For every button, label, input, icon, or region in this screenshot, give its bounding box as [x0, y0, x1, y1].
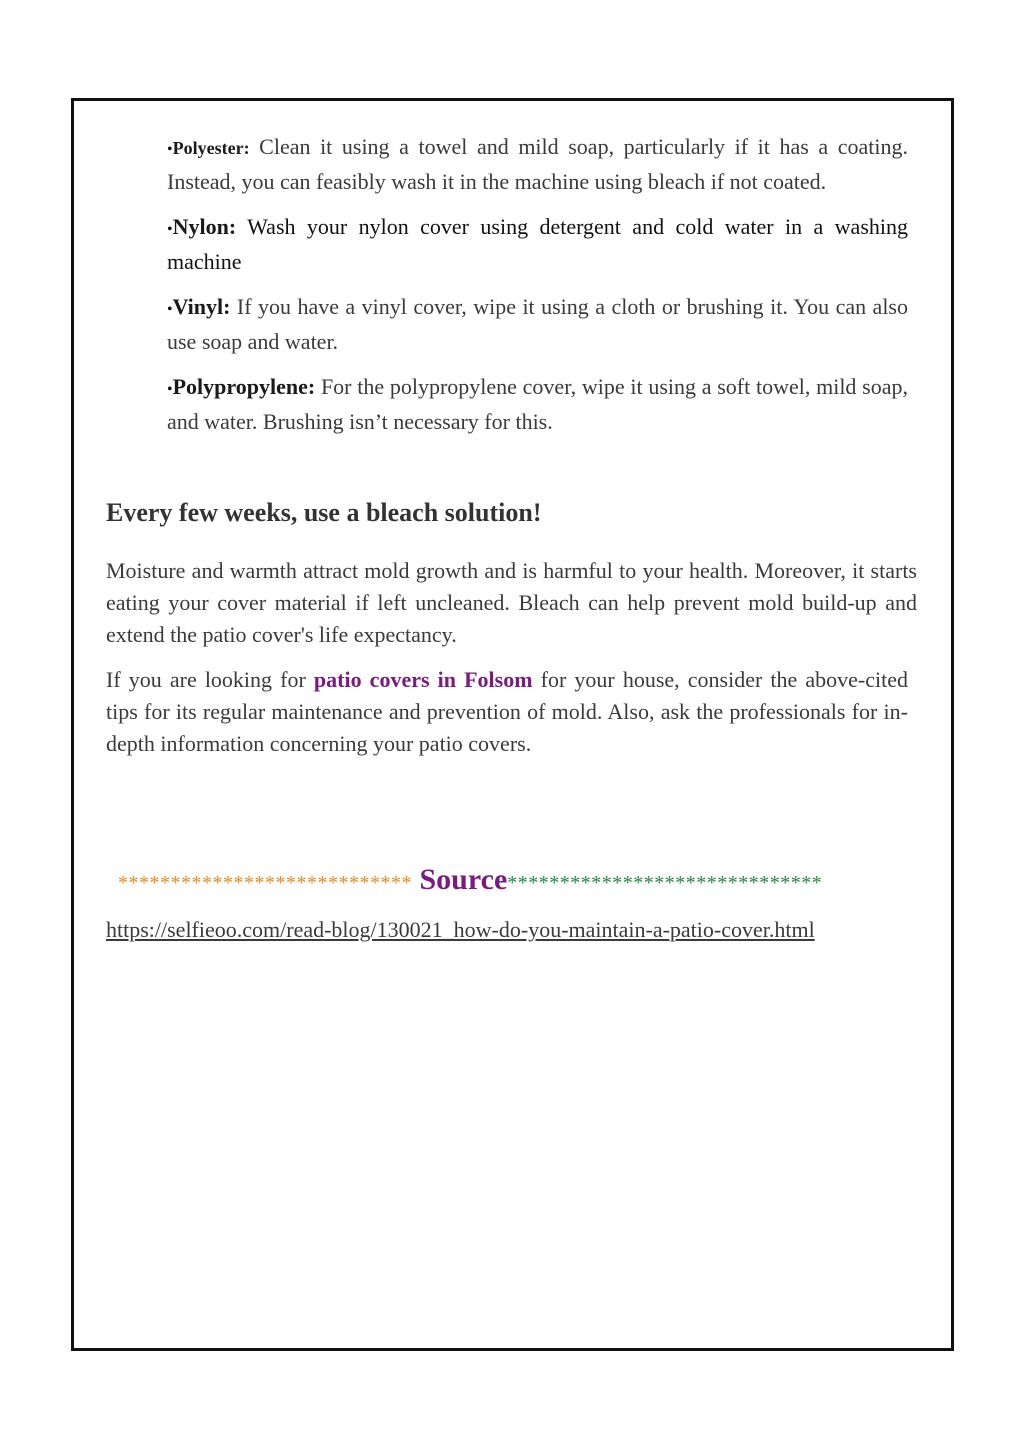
fabric-care-list: [167, 131, 908, 451]
list-item-nylon: [167, 211, 908, 278]
bullet-dot: •: [167, 381, 173, 398]
term-polyester: Polyester:: [172, 138, 250, 158]
term-nylon: Nylon:: [172, 214, 237, 239]
source-label: Source: [412, 863, 508, 896]
term-polypropylene: Polypropylene:: [172, 374, 316, 399]
paragraph-text-before: If you are looking for: [106, 667, 314, 692]
term-vinyl: Vinyl:: [172, 294, 231, 319]
paragraph-folsom: [106, 664, 908, 760]
description-vinyl: If you have a vinyl cover, wipe it using a cloth or brushing it. You can also use soap and water.: [167, 294, 908, 354]
stars-left: ****************************: [118, 872, 412, 894]
source-url-link[interactable]: https://selfieoo.com/read-blog/130021_how-do-you-maintain-a-patio-cover.html: [106, 917, 815, 942]
patio-covers-folsom-link[interactable]: patio covers in Folsom: [313, 667, 533, 692]
description-nylon: Wash your nylon cover using detergent and cold water in a washing machine: [167, 214, 908, 274]
description-polypropylene: For the polypropylene cover, wipe it using a soft towel, mild soap, and water. Brushing isn’t necessary for this.: [167, 374, 908, 434]
bullet-dot: •: [167, 301, 173, 318]
section-body: [106, 555, 917, 773]
bullet-dot: •: [167, 141, 173, 158]
paragraph-mold: Moisture and warmth attract mold growth and is harmful to your health. Moreover, it starts eating your cover material if left uncleaned. Bleach can help prevent mold build-up and extend the patio cover's life expectancy.: [106, 558, 917, 647]
list-item-polyester: [167, 131, 908, 198]
list-item-vinyl: [167, 291, 908, 358]
section-heading: Every few weeks, use a bleach solution!: [106, 498, 542, 527]
bullet-dot: •: [167, 221, 173, 238]
description-polyester: Clean it using a towel and mild soap, particularly if it has a coating. Instead, you can feasibly wash it in the machine using bleach if not coated.: [167, 134, 908, 194]
source-banner: [118, 862, 908, 903]
list-item-polypropylene: [167, 371, 908, 438]
paragraph-text-after: for your house, consider the above-cited tips for its regular maintenance and prevention of mold. Also, ask the professionals for in-depth information concerning your patio covers.: [106, 667, 908, 756]
stars-right: ******************************: [507, 872, 823, 894]
